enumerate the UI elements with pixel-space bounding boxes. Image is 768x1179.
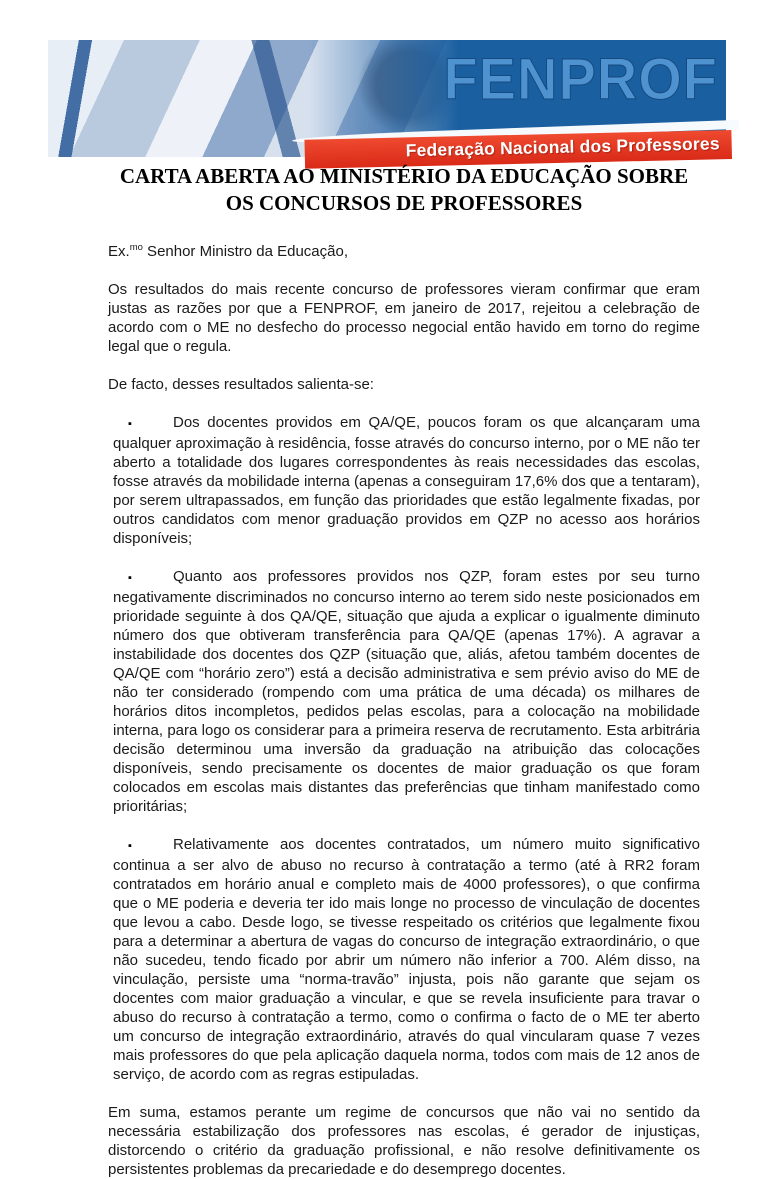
letter-content [108,163,700,1179]
bullet-square-icon: ▪ [128,572,132,584]
bullet-text: Relativamente aos docentes contratados, um número muito significativo continua a ser alvo de abuso no recurso à contratação a termo (até à RR2 foram contratados em horário anual e completo mais de 4000 professores), o que confirma que o ME poderia e deveria ter ido mais longe no processo de vinculação de docentes que levou a cabo. Desde logo, se tivesse respeitado os critérios que legalmente fixou para a determinar a abertura de vagas do concurso de integração extraordinário, o que não sucedeu, tendo ficado por abrir um número não inferior a 700. Além disso, na vinculação, persiste uma “norma-travão” injusta, pois não garante que sejam os docentes com maior graduação a vincular, e que se revela insuficiente para travar o abuso do recurso à contratação a termo, como o confirma o facto de o ME ter aberto um concurso de integração extraordinário, através do qual vincularam quase 7 vezes mais professores do que pela aplicação daquela norma, todos com mais de 12 anos de serviço, de acordo com as regras estipuladas. [113,836,700,1083]
bullet-square-icon: ▪ [128,418,132,430]
bullet-item-qzp [113,567,700,816]
fenprof-logo: FENPROF [443,45,718,112]
bullet-list [108,413,700,1084]
letter-title: CARTA ABERTA AO MINISTÉRIO DA EDUCAÇÃO SOBRE OS CONCURSOS DE PROFESSORES [119,164,689,215]
salutation-superscript: mo [129,242,143,253]
bullet-text: Dos docentes providos em QA/QE, poucos foram os que alcançaram uma qualquer aproximação à residência, fosse através do concurso interno, por o ME não ter aberto a totalidade dos lugares correspondentes às reais necessidades das escolas, fosse através da mobilidade interna (apenas a conseguiram 17,6% dos que a tentaram), por serem ultrapassados, em função das prioridades que estão legalmente fixadas, por outros candidatos com menor graduação providos em QZP no acesso aos horários disponíveis; [113,414,701,547]
fenprof-header-banner [48,40,726,161]
intro-paragraph: Os resultados do mais recente concurso de professores vieram confirmar que eram justas as razões por que a FENPROF, em janeiro de 2017, rejeitou a celebração de acordo com o ME no desfecho do processo negocial então havido em torno do regime legal que o regula. [108,281,700,355]
federation-tagline: Federação Nacional dos Professores [405,133,720,161]
closing-paragraph: Em suma, estamos perante um regime de concursos que não vai no sentido da necessária estabilização dos professores nas escolas, é gerador de injustiças, distorcendo o critério da graduação profissional, e não resolve definitivamente os persistentes problemas da precariedade e do desemprego docentes. [108,1104,700,1178]
bullet-text: Quanto aos professores providos nos QZP, foram estes por seu turno negativamente discriminados no concurso interno ao terem sido neste posicionados em prioridade seguinte à dos QA/QE, situação que ajuda a explicar o igualmente diminuto número dos que obtiveram transferência para QA/QE (apenas 17%). A agravar a instabilidade dos docentes dos QZP (situação que, aliás, afetou também docentes de QA/QE com “horário zero”) está a decisão administrativa e sem prévio aviso do ME de não ter considerado (rompendo com uma prática de uma década) os milhares de horários ditos incompletos, pedidos pelas escolas, para a colocação na mobilidade interna, para logo os considerar para a primeira reserva de recrutamento. Esta arbitrária decisão determinou uma inversão da graduação na atribuição das colocações disponíveis, sendo precisamente os docentes de maior graduação os que foram colocados em escolas mais distantes das preferências que tinham manifestado como prioritárias; [113,568,700,815]
salutation-prefix: Ex. [108,243,130,260]
bullet-item-qaqe [113,413,700,548]
lead-in-paragraph: De facto, desses resultados salienta-se: [108,376,374,393]
bullet-item-contratados [113,835,700,1084]
salutation [108,242,700,261]
salutation-rest: Senhor Ministro da Educação, [142,243,349,260]
bullet-square-icon: ▪ [128,840,132,852]
